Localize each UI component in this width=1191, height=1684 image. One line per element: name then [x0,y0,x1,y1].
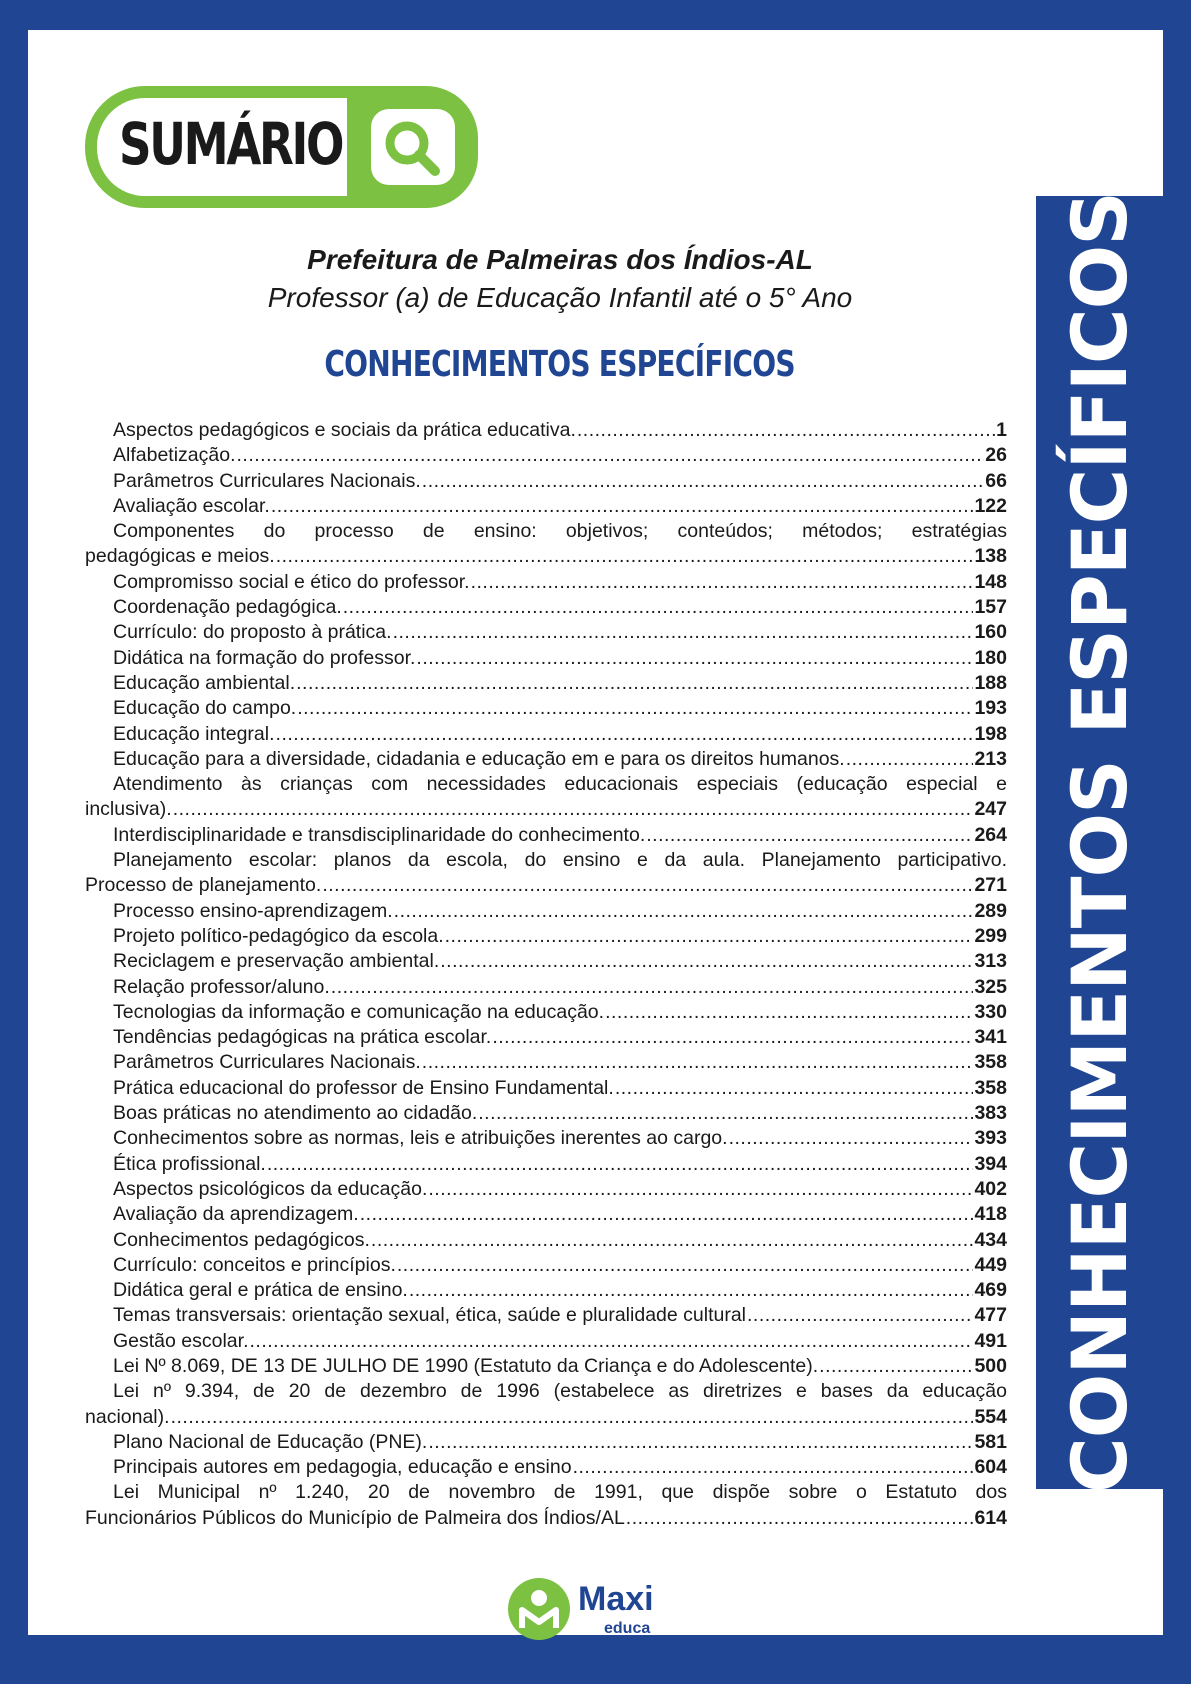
toc-entry-first-line: Atendimento às crianças com necessidades educacionais especiais (educação especial e [113,773,1007,796]
toc-page-number: 122 [974,494,1007,517]
toc-page-number: 313 [974,950,1007,973]
toc-page-number: 193 [974,697,1007,720]
toc-entry [85,924,1007,949]
toc-entry-title: Processo ensino-aprendizagem. [113,899,393,922]
toc-page-number: 289 [974,899,1007,922]
toc-leader-dots [331,975,974,1000]
toc-leader-dots [573,1455,974,1480]
toc-entry [85,1025,1007,1050]
toc-entry-title: nacional). [85,1405,170,1428]
toc-leader-dots [605,1000,973,1025]
toc-entry-title: Aspectos psicológicos da educação. [113,1177,428,1200]
toc-page-number: 469 [974,1279,1007,1302]
section-heading [0,344,1120,385]
toc-leader-dots [276,722,974,747]
toc-page-number: 434 [974,1228,1007,1251]
toc-page-number: 330 [974,1000,1007,1023]
toc-leader-dots [428,1430,973,1455]
toc-leader-dots [393,620,974,645]
toc-entry [85,620,1007,645]
side-tab [1036,192,1163,1493]
toc-page-number: 500 [974,1354,1007,1377]
toc-entry [85,1278,1007,1303]
toc-page-number: 148 [974,570,1007,593]
toc-page-number: 138 [974,545,1007,568]
toc-leader-dots [445,924,974,949]
toc-entry-title: Educação ambiental. [113,671,296,694]
position-subtitle: Professor (a) de Educação Infantil até o 5° Ano [267,282,853,313]
toc-entry [85,494,1007,519]
maxi-brand: Maxi [578,1580,654,1618]
maxi-logo-mark [508,1578,570,1640]
toc-leader-dots [492,1025,973,1050]
toc-leader-dots [615,1076,974,1101]
toc-leader-dots [371,1228,974,1253]
toc-entry [85,1202,1007,1227]
toc-entry [85,1253,1007,1278]
toc-entry-title: inclusiva). [85,798,172,821]
toc-page-number: 491 [974,1329,1007,1352]
toc-page-number: 188 [974,671,1007,694]
toc-entry [85,1000,1007,1025]
toc-entry [85,1177,1007,1202]
toc-entry [85,772,1007,823]
toc-leader-dots [416,646,973,671]
toc-page-number: 383 [974,1102,1007,1125]
toc-leader-dots [250,1329,974,1354]
toc-leader-dots [296,671,973,696]
toc-page-number: 449 [974,1253,1007,1276]
toc-entry-title: Interdisciplinaridade e transdisciplinaridade do conhecimento. [113,823,646,846]
toc-entry [85,747,1007,772]
toc-leader-dots [360,1202,974,1227]
toc-entry [85,1480,1007,1531]
toc-leader-dots [428,1177,973,1202]
toc-entry [85,1354,1007,1379]
toc-page-number: 581 [974,1430,1007,1453]
toc-entry [85,1076,1007,1101]
toc-page-number: 418 [974,1203,1007,1226]
toc-page-number: 264 [974,823,1007,846]
toc-entry [85,1379,1007,1430]
toc-leader-dots [409,1278,974,1303]
toc-page-number: 198 [974,722,1007,745]
toc-entry-title: Aspectos pedagógicos e sociais da prática educativa. [113,419,576,441]
toc-page-number: 604 [974,1456,1007,1479]
toc-entry [85,570,1007,595]
toc-leader-dots [747,1303,973,1328]
toc-entry-first-line: Lei Municipal nº 1.240, 20 de novembro de 1991, que dispõe sobre o Estatuto dos [113,1481,1007,1504]
toc-leader-dots [267,1152,974,1177]
toc-entry-title: Educação para a diversidade, cidadania e educação em e para os direitos humanos. [113,747,845,770]
section-heading-text: CONHECIMENTOS ESPECÍFICOS [324,344,796,385]
toc-leader-dots [646,823,973,848]
toc-entry [85,696,1007,721]
toc-entry-title: Parâmetros Curriculares Nacionais. [113,469,421,492]
toc-entry [85,469,1007,494]
toc-entry-title: Ética profissional. [113,1152,266,1175]
toc-entry-title: Parâmetros Curriculares Nacionais. [113,1051,421,1074]
toc-entry-title: Processo de planejamento. [85,874,322,897]
toc-page-number: 1 [996,419,1007,441]
toc-leader-dots [297,696,973,721]
toc-entry-title: Boas práticas no atendimento ao cidadão. [113,1102,478,1125]
toc-leader-dots [422,1050,974,1075]
toc-entry-title: Didática na formação do professor. [113,646,416,669]
toc-entry [85,823,1007,848]
toc-entry [85,848,1007,899]
toc-leader-dots [276,544,974,569]
toc-entry-title: Educação do campo. [113,697,297,720]
toc-entry [85,1329,1007,1354]
toc-page-number: 247 [974,798,1007,821]
toc-leader-dots [394,899,974,924]
toc-page-number: 271 [974,874,1007,897]
toc-leader-dots [343,595,974,620]
toc-leader-dots [322,873,973,898]
toc-entry-title: Tendências pedagógicas na prática escolar. [113,1026,492,1049]
toc-leader-dots [271,494,974,519]
toc-entry-first-line: Lei nº 9.394, de 20 de dezembro de 1996 (estabelece as diretrizes e bases da educação [113,1380,1007,1403]
toc-leader-dots [397,1253,974,1278]
toc-page-number: 26 [985,444,1007,467]
toc-entry-title: Avaliação da aprendizagem. [113,1203,359,1226]
toc-entry-first-line: Planejamento escolar: planos da escola, do ensino e da aula. Planejamento participativo. [113,849,1007,872]
toc-leader-dots [819,1354,973,1379]
toc-entry-title: Conhecimentos pedagógicos. [113,1228,370,1251]
toc-entry-title: Prática educacional do professor de Ensino Fundamental. [113,1076,614,1099]
toc-entry-title: Currículo: conceitos e princípios. [113,1253,396,1276]
toc-leader-dots [626,1506,974,1531]
toc-entry [85,1455,1007,1480]
toc-page-number: 394 [974,1152,1007,1175]
toc-entry [85,1303,1007,1328]
toc-entry [85,1152,1007,1177]
toc-entry [85,1126,1007,1151]
toc-entry-title: Reciclagem e preservação ambiental. [113,950,440,973]
toc-entry-title: Principais autores em pedagogia, educação e ensino [113,1456,572,1479]
logo-text: SUMÁRIO [119,110,343,178]
toc-leader-dots [577,418,995,443]
toc-leader-dots [471,570,974,595]
toc-leader-dots [237,443,985,468]
toc-leader-dots [422,469,985,494]
toc-entry-title: Relação professor/aluno. [113,975,330,998]
toc-entry-title: Tecnologias da informação e comunicação na educação. [113,1000,605,1023]
toc-leader-dots [171,1405,974,1430]
toc-page-number: 325 [974,975,1007,998]
toc-entry-title: Avaliação escolar. [113,494,270,517]
toc-entry-title: Funcionários Públicos do Município de Palmeira dos Índios/AL [85,1506,625,1529]
toc-entry [85,418,1007,443]
toc-entry-title: Gestão escolar. [113,1329,249,1352]
toc-leader-dots [846,747,974,772]
toc-entry [85,722,1007,747]
toc-page-number: 213 [974,747,1007,770]
toc-page-number: 341 [974,1026,1007,1049]
toc-entry [85,949,1007,974]
toc-entry-title: Compromisso social e ético do professor. [113,570,470,593]
toc-entry-title: Didática geral e prática de ensino. [113,1279,408,1302]
toc-entry [85,1050,1007,1075]
toc-entry [85,443,1007,468]
toc-page-number: 180 [974,646,1007,669]
toc-entry [85,519,1007,570]
toc-page-number: 614 [974,1506,1007,1529]
toc-entry-title: Lei Nº 8.069, DE 13 DE JULHO DE 1990 (Estatuto da Criança e do Adolescente). [113,1354,819,1377]
toc-leader-dots [478,1101,973,1126]
toc-entry-title: Currículo: do proposto à prática. [113,621,392,644]
toc-page-number: 160 [974,621,1007,644]
side-tab-label: CONHECIMENTOS ESPECÍFICOS [1055,192,1144,1493]
toc-entry [85,899,1007,924]
toc-page-number: 393 [974,1127,1007,1150]
toc-entry-title: Conhecimentos sobre as normas, leis e atribuições inerentes ao cargo. [113,1127,728,1150]
maxi-educa-logo [508,1578,688,1648]
toc-page-number: 66 [985,469,1007,492]
institution-title: Prefeitura de Palmeiras dos Índios-AL [307,244,813,275]
toc-entry-title: pedagógicas e meios. [85,545,275,568]
toc-entry-title: Projeto político-pedagógico da escola. [113,924,444,947]
table-of-contents [85,418,1007,1531]
toc-entry-title: Alfabetização. [113,444,236,467]
maxi-sub: educa [604,1620,651,1637]
toc-page-number: 157 [974,596,1007,619]
toc-entry [85,671,1007,696]
sumario-logo [85,86,478,208]
toc-entry [85,646,1007,671]
magnifier-icon [371,109,455,185]
toc-page-number: 358 [974,1076,1007,1099]
toc-entry-title: Temas transversais: orientação sexual, ética, saúde e pluralidade cultural [113,1304,747,1327]
toc-entry [85,1228,1007,1253]
toc-page-number: 402 [974,1177,1007,1200]
toc-leader-dots [729,1126,974,1151]
toc-leader-dots [173,797,974,822]
toc-page-number: 477 [974,1304,1007,1327]
logo-search-box [347,86,478,208]
toc-entry [85,595,1007,620]
toc-entry [85,975,1007,1000]
toc-page-number: 299 [974,924,1007,947]
toc-page-number: 554 [974,1405,1007,1428]
toc-entry-title: Educação integral. [113,722,275,745]
toc-leader-dots [440,949,973,974]
toc-page-number: 358 [974,1051,1007,1074]
toc-entry [85,1430,1007,1455]
toc-entry [85,1101,1007,1126]
toc-entry-title: Plano Nacional de Educação (PNE). [113,1430,428,1453]
toc-entry-first-line: Componentes do processo de ensino: objetivos; conteúdos; métodos; estratégias [113,520,1007,543]
toc-entry-title: Coordenação pedagógica. [113,596,342,619]
